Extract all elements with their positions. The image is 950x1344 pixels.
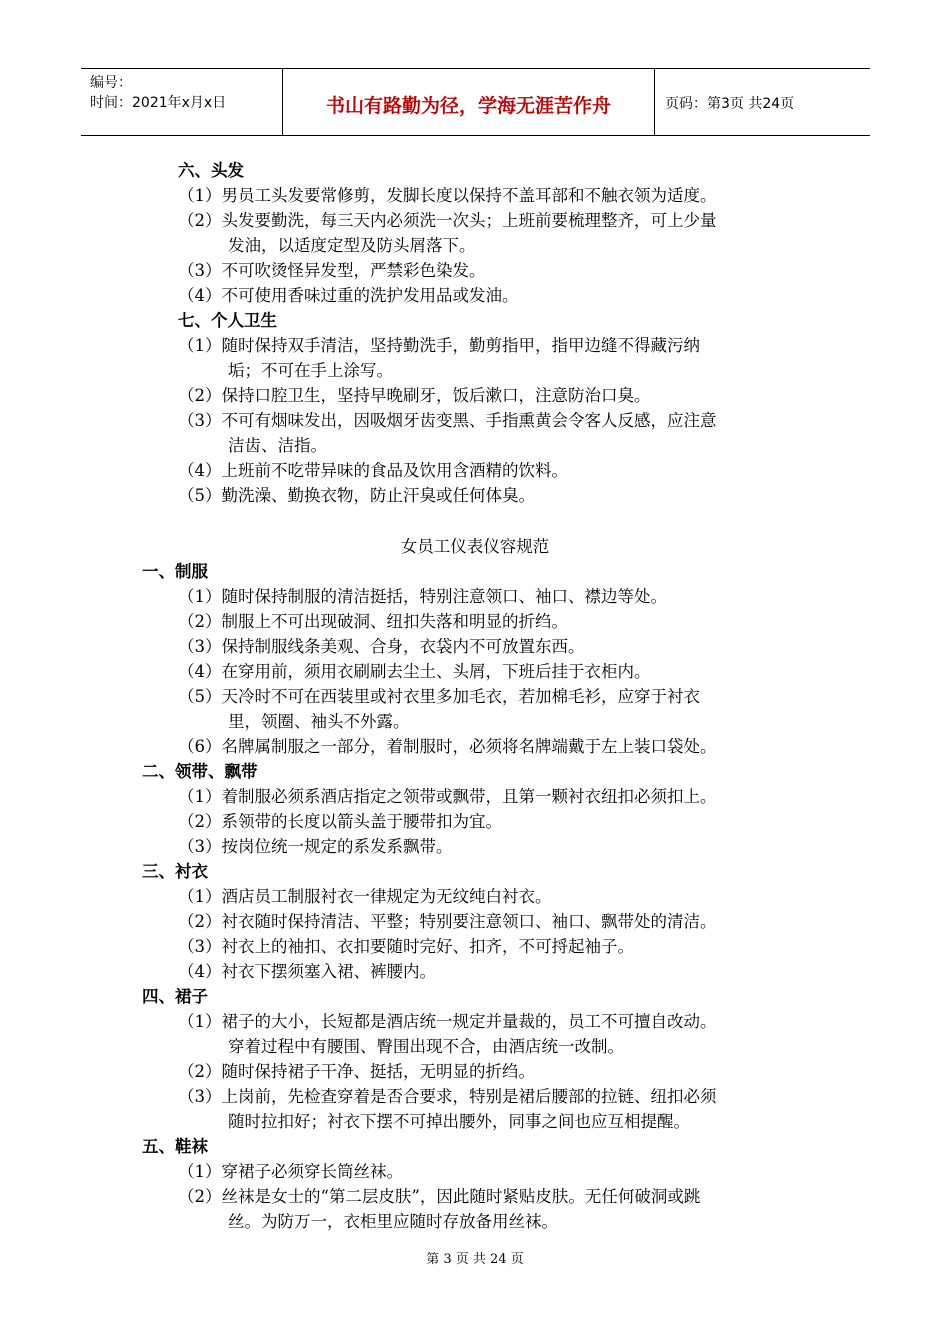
header-motto: 书山有路勤为径，学海无涯苦作舟 <box>325 95 611 117</box>
section-heading: 七、个人卫生 <box>178 311 277 330</box>
list-item-continuation: 里，领圈、袖头不外露。 <box>228 712 410 731</box>
list-item: （1）穿裙子必须穿长筒丝袜。 <box>178 1162 403 1181</box>
doc-date-label: 时间：2021年x月x日 <box>90 95 227 111</box>
list-item: （2）系领带的长度以箭头盖于腰带扣为宜。 <box>178 812 502 831</box>
list-item: （3）保持制服线条美观、合身，衣袋内不可放置东西。 <box>178 637 585 656</box>
list-item: （2）衬衣随时保持清洁、平整；特别要注意领口、袖口、飘带处的清洁。 <box>178 912 717 931</box>
list-item: （2）丝袜是女士的“第二层皮肤”，因此随时紧贴皮肤。无任何破洞或跳 <box>178 1187 701 1206</box>
list-item: （3）上岗前，先检查穿着是否合要求，特别是裙后腰部的拉链、纽扣必须 <box>178 1087 717 1106</box>
section-heading: 四、裙子 <box>142 987 208 1006</box>
list-item: （2）头发要勤洗，每三天内必须洗一次头；上班前要梳理整齐，可上少量 <box>178 211 717 230</box>
list-item: （4）不可使用香味过重的洗护发用品或发油。 <box>178 286 519 305</box>
list-item: （1）裙子的大小，长短都是酒店统一规定并量裁的，员工不可擅自改动。 <box>178 1012 717 1031</box>
list-item-continuation: 随时拉扣好；衬衣下摆不可掉出腰外，同事之间也应互相提醒。 <box>228 1112 690 1131</box>
list-item: （2）制服上不可出现破洞、纽扣失落和明显的折绉。 <box>178 612 568 631</box>
header-page-label: 页码：第3页 共24页 <box>665 96 795 112</box>
header-meta <box>90 73 226 113</box>
section-heading: 五、鞋袜 <box>142 1137 208 1156</box>
document-title: 女员工仪表仪容规范 <box>400 537 550 556</box>
list-item: （3）不可吹烫怪异发型，严禁彩色染发。 <box>178 261 486 280</box>
section-heading: 一、制服 <box>142 562 208 581</box>
page-header <box>81 68 870 136</box>
section-heading: 三、衬衣 <box>142 862 208 881</box>
list-item: （1）男员工头发要常修剪，发脚长度以保持不盖耳部和不触衣领为适度。 <box>178 186 717 205</box>
list-item: （3）按岗位统一规定的系发系飘带。 <box>178 837 453 856</box>
list-item: （5）天冷时不可在西装里或衬衣里多加毛衣，若加棉毛衫，应穿于衬衣 <box>178 687 700 706</box>
list-item: （3）不可有烟味发出，因吸烟牙齿变黑、手指熏黄会令客人反感，应注意 <box>178 411 717 430</box>
list-item: （4）在穿用前，须用衣刷刷去尘土、头屑，下班后挂于衣柜内。 <box>178 662 651 681</box>
list-item: （1）随时保持制服的清洁挺括，特别注意领口、袖口、襟边等处。 <box>178 587 667 606</box>
list-item: （2）随时保持裙子干净、挺括，无明显的折绉。 <box>178 1062 535 1081</box>
doc-number-label: 编号： <box>90 75 132 91</box>
list-item: （1）酒店员工制服衬衣一律规定为无纹纯白衬衣。 <box>178 887 552 906</box>
list-item: （5）勤洗澡、勤换衣物，防止汗臭或任何体臭。 <box>178 486 535 505</box>
list-item: （6）名牌属制服之一部分，着制服时，必须将名牌端戴于左上装口袋处。 <box>178 737 717 756</box>
list-item: （3）衬衣上的袖扣、衣扣要随时完好、扣齐，不可捋起袖子。 <box>178 937 634 956</box>
list-item-continuation: 穿着过程中有腰围、臀围出现不合，由酒店统一改制。 <box>228 1037 624 1056</box>
list-item: （1）着制服必须系酒店指定之领带或飘带，且第一颗衬衣纽扣必须扣上。 <box>178 787 717 806</box>
list-item-continuation: 洁齿、洁指。 <box>228 436 327 455</box>
list-item-continuation: 垢；不可在手上涂写。 <box>228 361 393 380</box>
list-item: （4）上班前不吃带异味的食品及饮用含酒精的饮料。 <box>178 461 568 480</box>
list-item: （4）衬衣下摆须塞入裙、裤腰内。 <box>178 962 436 981</box>
section-heading: 二、领带、飘带 <box>142 762 258 781</box>
page-footer: 第 3 页 共 24 页 <box>426 1252 524 1267</box>
list-item-continuation: 丝。为防万一，衣柜里应随时存放备用丝袜。 <box>228 1212 558 1231</box>
list-item-continuation: 发油，以适度定型及防头屑落下。 <box>228 236 476 255</box>
list-item: （2）保持口腔卫生，坚持早晚刷牙，饭后漱口，注意防治口臭。 <box>178 386 651 405</box>
list-item: （1）随时保持双手清洁，坚持勤洗手，勤剪指甲，指甲边缝不得藏污纳 <box>178 336 700 355</box>
section-heading: 六、头发 <box>178 161 244 180</box>
header-divider <box>654 69 655 135</box>
